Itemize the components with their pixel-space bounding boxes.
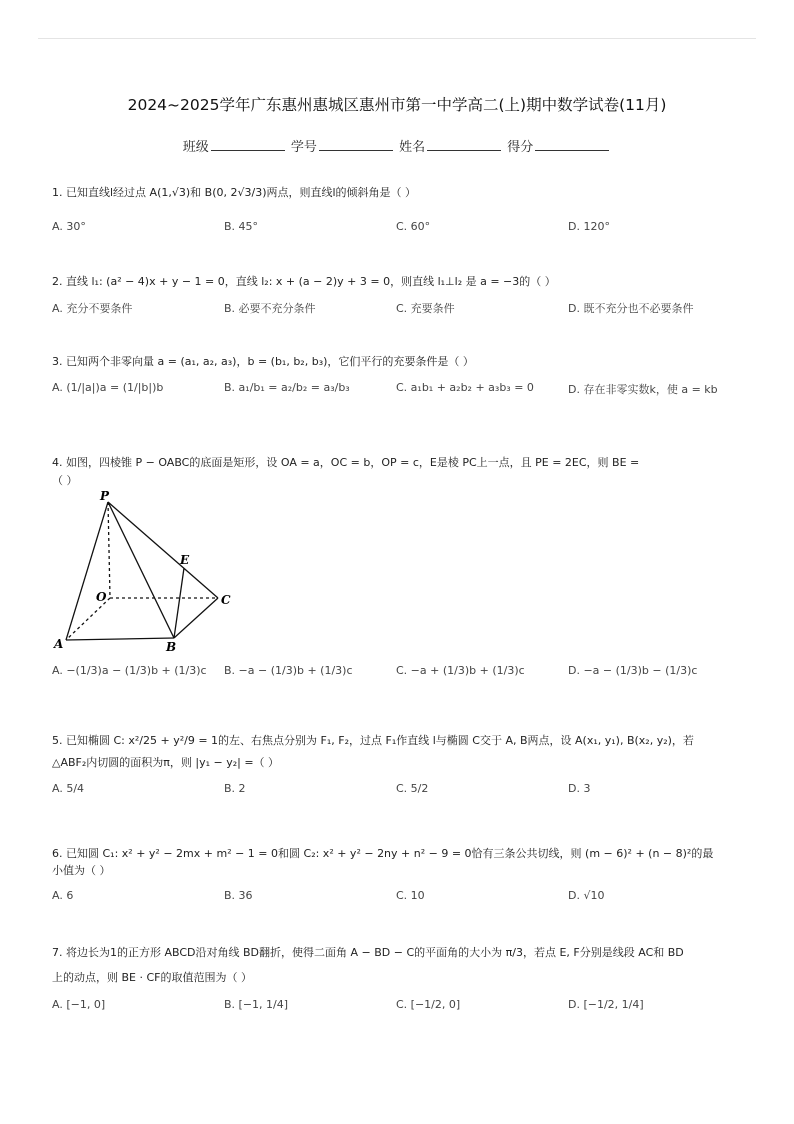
info-number-label: 学号 [290, 140, 317, 155]
label-b: B [166, 640, 177, 652]
question-6-option-a: A. 6 [52, 889, 74, 902]
question-6-options [52, 889, 752, 909]
question-5-options [52, 782, 752, 802]
question-4-option-a: A. −(1/3)a − (1/3)b + (1/3)c [52, 664, 207, 677]
question-3-stem: 3. 已知两个非零向量 a = (a₁, a₂, a₃)，b = (b₁, b₂, b₃)，它们平行的充要条件是（ ） [52, 355, 474, 368]
question-1-option-c: C. 60° [396, 220, 431, 233]
question-7-options [52, 998, 752, 1018]
question-6-option-d: D. √10 [568, 889, 605, 902]
question-4-option-b: B. −a − (1/3)b + (1/3)c [224, 664, 353, 677]
info-class-blank [211, 140, 285, 151]
question-7-option-c: C. [−1/2, 0] [396, 998, 461, 1011]
question-2-option-c: C. 充要条件 [396, 302, 455, 315]
question-2-option-a: A. 充分不要条件 [52, 302, 133, 315]
question-3-options [52, 381, 752, 401]
question-7-option-b: B. [−1, 1/4] [224, 998, 289, 1011]
edge-pb [108, 502, 174, 638]
question-3-option-b: B. a₁/b₁ = a₂/b₂ = a₃/b₃ [224, 381, 350, 394]
question-2-option-b: B. 必要不充分条件 [224, 302, 316, 315]
label-p: P [100, 489, 110, 503]
info-score-blank [535, 140, 609, 151]
question-4-option-d: D. −a − (1/3)b − (1/3)c [568, 664, 698, 677]
question-2-option-d: D. 既不充分也不必要条件 [568, 302, 694, 315]
info-class-label: 班级 [182, 140, 209, 155]
question-5-option-d: D. 3 [568, 782, 591, 795]
question-1-option-d: D. 120° [568, 220, 610, 233]
edge-bc [174, 598, 218, 638]
pyramid-figure [52, 488, 242, 652]
question-6-option-b: B. 36 [224, 889, 253, 902]
question-3-option-c: C. a₁b₁ + a₂b₂ + a₃b₃ = 0 [396, 381, 534, 394]
question-1-stem: 1. 已知直线l经过点 A(1,√3)和 B(0, 2√3/3)两点，则直线l的倾斜角是（ ） [52, 186, 417, 199]
page-top-rule [38, 38, 756, 39]
question-4-options [52, 664, 752, 684]
question-7-stem-continued: 上的动点，则 BE · CF的取值范围为（ ） [52, 971, 252, 984]
question-4-stem: 4. 如图，四棱锥 P − OABC的底面是矩形，设 OA = a，OC = b，OP = c，E是棱 PC上一点，且 PE = 2EC，则 BE = [52, 456, 640, 469]
question-6-stem: 6. 已知圆 C₁: x² + y² − 2mx + m² − 1 = 0和圆 C₂: x² + y² − 2ny + n² − 9 = 0恰有三条公共切线，则 (m − 6)² + (n − 8)²的最 [52, 847, 714, 860]
info-number-blank [319, 140, 393, 151]
label-c: C [221, 593, 231, 607]
question-1-option-b: B. 45° [224, 220, 259, 233]
question-1-option-a: A. 30° [52, 220, 86, 233]
info-name-blank [427, 140, 501, 151]
question-2-options [52, 300, 752, 320]
question-4-option-c: C. −a + (1/3)b + (1/3)c [396, 664, 525, 677]
edge-be [174, 568, 184, 638]
question-7-stem: 7. 将边长为1的正方形 ABCD沿对角线 BD翻折，使得二面角 A − BD − C的平面角的大小为 π/3，若点 E, F分别是线段 AC和 BD [52, 946, 684, 959]
edge-ab [66, 638, 174, 640]
question-3-option-d: D. 存在非零实数k，使 a = kb [568, 383, 718, 396]
question-5-option-b: B. 2 [224, 782, 246, 795]
question-5-option-a: A. 5/4 [52, 782, 85, 795]
question-5-stem: 5. 已知椭圆 C: x²/25 + y²/9 = 1的左、右焦点分别为 F₁, F₂，过点 F₁作直线 l与椭圆 C交于 A, B两点，设 A(x₁, y₁), B(x₂, y₂)，若 [52, 734, 694, 747]
question-2-stem: 2. 直线 l₁: (a² − 4)x + y − 1 = 0，直线 l₂: x + (a − 2)y + 3 = 0，则直线 l₁⊥l₂ 是 a = −3的（ ） [52, 275, 556, 288]
info-name-label: 姓名 [399, 140, 426, 155]
question-5-option-c: C. 5/2 [396, 782, 429, 795]
question-3-option-a: A. (1/|a|)a = (1/|b|)b [52, 381, 164, 394]
edge-pc [108, 502, 218, 598]
question-7-option-a: A. [−1, 0] [52, 998, 106, 1011]
student-info-line [0, 136, 794, 155]
question-7-option-d: D. [−1/2, 1/4] [568, 998, 644, 1011]
question-5-stem-continued: △ABF₂内切圆的面积为π，则 |y₁ − y₂| =（ ） [52, 756, 280, 769]
edge-po-hidden [108, 502, 110, 598]
label-e: E [180, 553, 190, 567]
question-4-stem-continued: （ ） [52, 474, 78, 487]
info-score-label: 得分 [507, 140, 534, 155]
question-6-option-c: C. 10 [396, 889, 425, 902]
label-a: A [54, 637, 64, 651]
question-6-stem-continued: 小值为（ ） [52, 864, 111, 877]
label-o: O [96, 590, 107, 604]
question-1-options [52, 220, 752, 240]
exam-title: 2024~2025学年广东惠州惠城区惠州市第一中学高二(上)期中数学试卷(11月) [127, 96, 667, 114]
